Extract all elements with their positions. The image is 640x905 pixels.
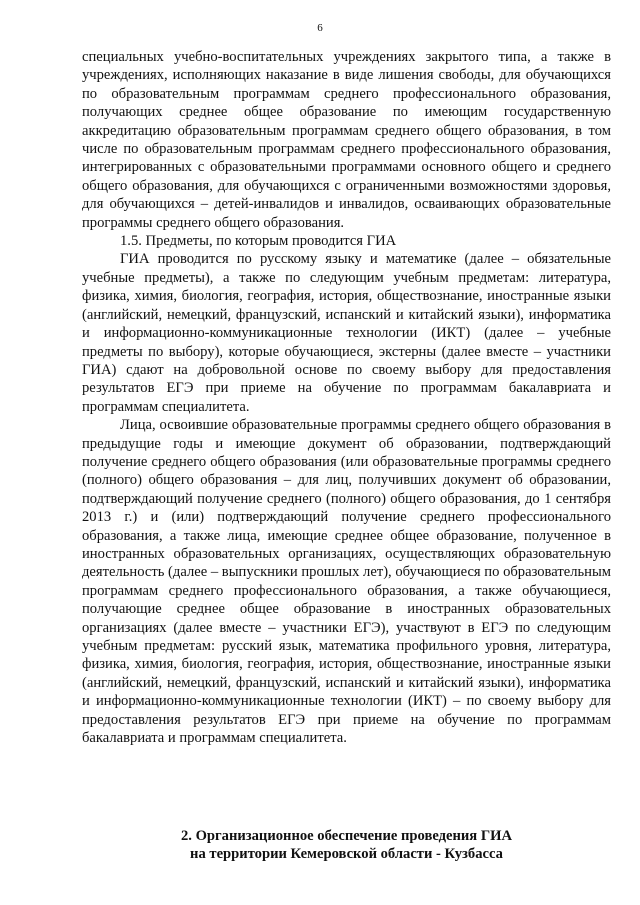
paragraph-gia-subjects: ГИА проводится по русскому языку и математике (далее – обязательные учебные предметы), а также по следующим учебным предметам: литература, физика, химия, биология, география, история, обществознание, иностранные языки (английский, немецкий, французский, испанский и китайский языки), информатика и информационно-коммуникационные технологии (ИКТ) (далее – учебные предметы по выбору), которые обучающиеся, экстерны (далее вместе – участники ГИА) сдают на добровольной основе по своему выбору для предоставления результатов ЕГЭ при приеме на обучение по программам бакалавриата и программам специалитета. — [82, 251, 611, 415]
paragraph-continuation: специальных учебно-воспитательных учреждениях закрытого типа, а также в учреждениях, исполняющих наказание в виде лишения свободы, для обучающихся по образовательным программам среднего профессионального образования, получающих среднее общее образование по имеющим государственную аккредитацию образовательным программам среднего общего образования, в том числе по образовательным программам среднего профессионального образования, интегрированных с образовательными программами основного общего и среднего общего образования, для обучающихся с ограниченными возможностями здоровья, для обучающихся – детей-инвалидов и инвалидов, осваивающих образовательные программы среднего общего образования. — [82, 49, 611, 231]
document-body — [82, 48, 611, 747]
section-heading-line-1: 2. Организационное обеспечение проведения ГИА — [180, 828, 513, 844]
page-number: 6 — [317, 22, 323, 34]
section-heading — [82, 827, 611, 864]
section-heading-line-2: на территории Кемеровской области - Кузбасса — [190, 846, 503, 863]
subsection-heading: 1.5. Предметы, по которым проводится ГИА — [120, 233, 397, 250]
paragraph-ege-participants: Лица, освоившие образовательные программы среднего общего образования в предыдущие годы и имеющие документ об образовании, подтверждающий получение среднего общего образования (или образовательные программы среднего (полного) общего образования – для лиц, получивших документ об образовании, подтверждающий получение среднего (полного) общего образования, до 1 сентября 2013 г.) и (или) подтверждающий получение среднего профессионального образования, а также лица, имеющие среднее общее образование, полученное в иностранных образовательных организациях, осуществляющих образовательную деятельность (далее – выпускники прошлых лет), обучающиеся по образовательным программам среднего профессионального образования, а также обучающиеся, получающие среднее общее образование в иностранных образовательных организациях (далее вместе – участники ЕГЭ), участвуют в ЕГЭ по следующим учебным предметам: русский язык, математика профильного уровня, литература, физика, химия, биология, география, история, обществознание, иностранные языки (английский, немецкий, французский, испанский и китайский языки), информатика и информационно-коммуникационные технологии (ИКТ) – по своему выбору для предоставления результатов ЕГЭ при приеме на обучение по программам бакалавриата и программам специалитета. — [82, 417, 611, 747]
